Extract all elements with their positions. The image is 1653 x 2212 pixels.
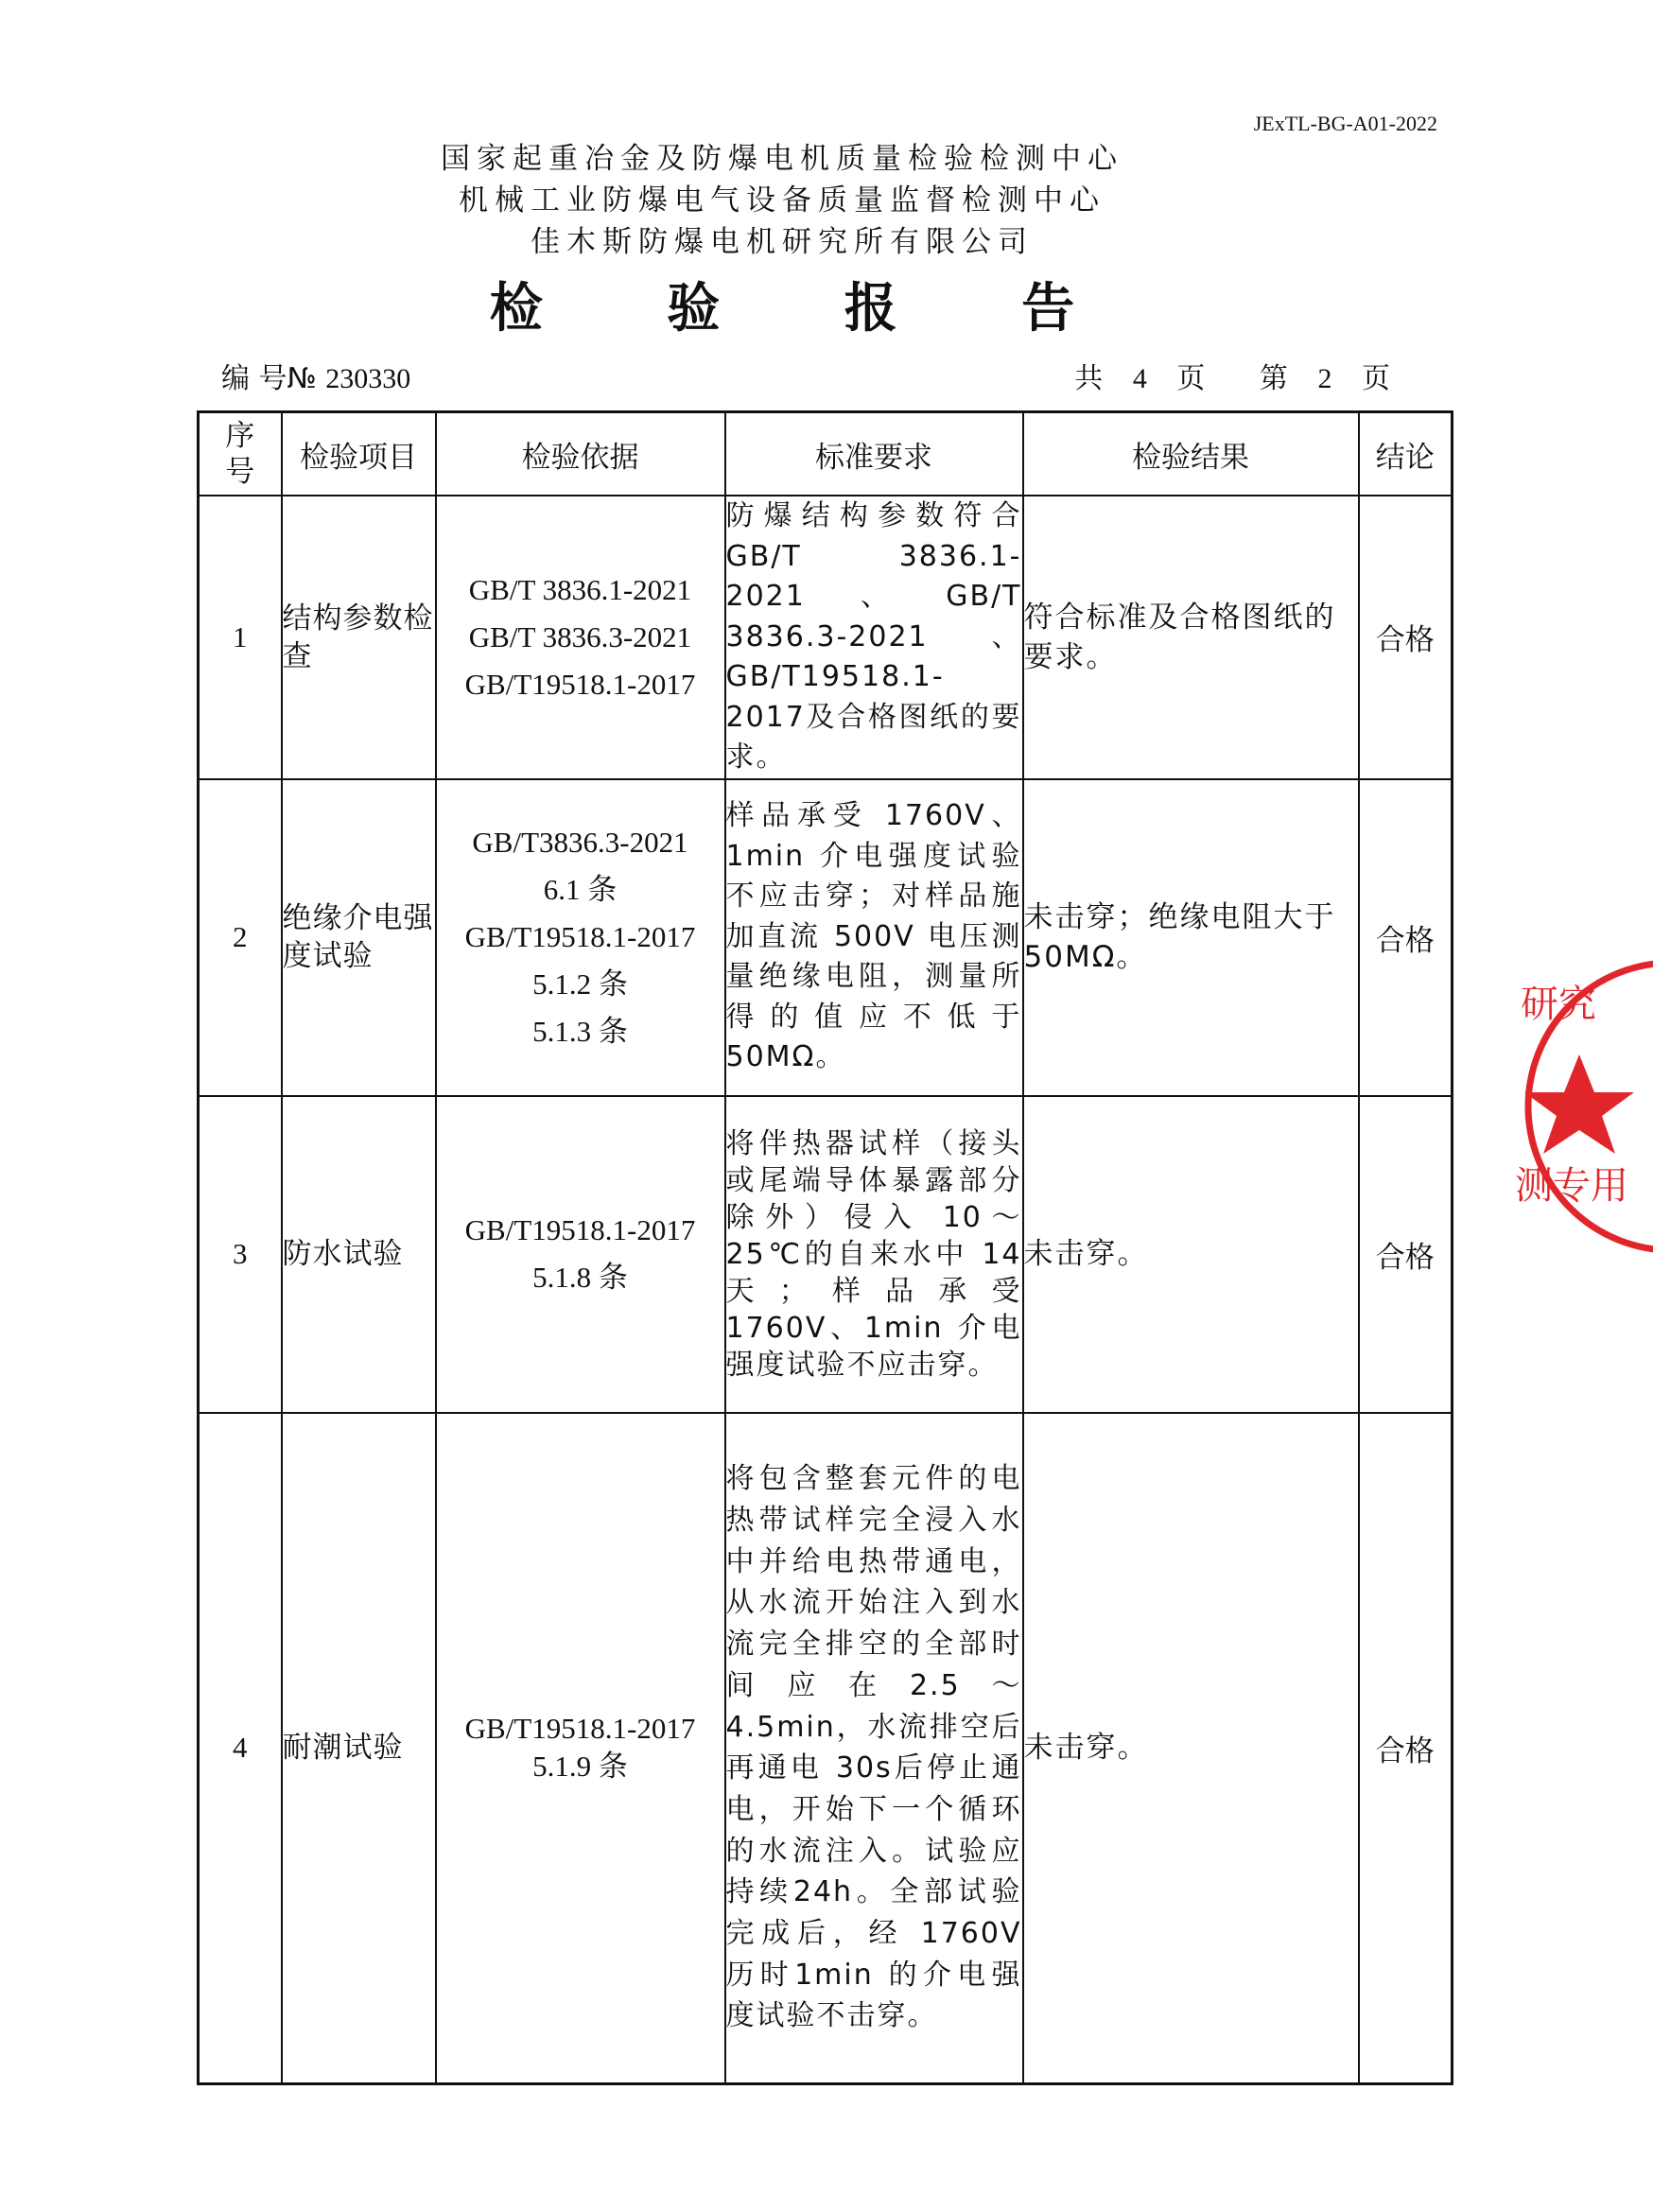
- row-item: 耐潮试验: [282, 1413, 436, 2084]
- page-current-unit: 页: [1362, 362, 1390, 395]
- table-row: [199, 1096, 1453, 1413]
- page-current-label: 第: [1259, 362, 1288, 395]
- table-row: [199, 496, 1453, 779]
- column-header-result: 检验结果: [1023, 412, 1359, 496]
- column-header-index: 序号: [199, 412, 282, 496]
- report-title: 检 验 报 告: [489, 278, 1128, 340]
- red-star-seal-icon: [1511, 950, 1653, 1263]
- column-header-conclusion: 结论: [1359, 412, 1453, 496]
- organization-name: 国家起重冶金及防爆电机质量检验检测中心: [441, 142, 1123, 176]
- report-number-value: 230330: [325, 363, 411, 394]
- basis-line: GB/T19518.1-2017: [464, 667, 696, 701]
- row-conclusion: 合格: [1359, 1413, 1453, 2084]
- row-requirement: 将伴热器试样（接头或尾端导体暴露部分除外）侵入 10～25℃的自来水中 14 天；样品承受1760V、1min 介电强度试验不应击穿。: [725, 1096, 1023, 1413]
- row-result: 未击穿；绝缘电阻大于50MΩ。: [1023, 779, 1359, 1096]
- basis-line: 5.1.8 条: [532, 1261, 628, 1294]
- pages-total: 4: [1132, 363, 1147, 394]
- row-basis: [436, 1096, 725, 1413]
- row-index: 4: [199, 1413, 282, 2084]
- row-item: 结构参数检查: [282, 496, 436, 779]
- basis-line: 5.1.9 条: [532, 1750, 628, 1784]
- row-index: 2: [199, 779, 282, 1096]
- column-header-requirement: 标准要求: [725, 412, 1023, 496]
- page-current: 2: [1317, 363, 1332, 394]
- row-item: 防水试验: [282, 1096, 436, 1413]
- table-header-row: [199, 412, 1453, 496]
- pages-total-label: 共: [1074, 362, 1104, 395]
- column-header-item: 检验项目: [282, 412, 436, 496]
- inspection-table: [197, 410, 1453, 2085]
- basis-line: GB/T19518.1-2017: [464, 1712, 696, 1746]
- row-conclusion: 合格: [1359, 1096, 1453, 1413]
- basis-line: 5.1.2 条: [532, 967, 628, 1001]
- basis-line: GB/T 3836.1-2021: [468, 572, 692, 606]
- row-item: 绝缘介电强度试验: [282, 779, 436, 1096]
- document-code: JExTL-BG-A01-2022: [1253, 112, 1437, 135]
- organization-name: 佳木斯防爆电机研究所有限公司: [531, 225, 1034, 259]
- report-number: [221, 355, 410, 396]
- basis-line: 5.1.3 条: [532, 1015, 628, 1048]
- seal-text-top: 研究: [1521, 983, 1596, 1026]
- row-basis: [436, 779, 725, 1096]
- table-row: [199, 779, 1453, 1096]
- organization-name: 机械工业防爆电气设备质量监督检测中心: [459, 183, 1105, 218]
- row-result: 符合标准及合格图纸的要求。: [1023, 496, 1359, 779]
- row-index: 3: [199, 1096, 282, 1413]
- basis-line: GB/T19518.1-2017: [464, 920, 696, 953]
- column-header-basis: 检验依据: [436, 412, 725, 496]
- row-requirement: 将包含整套元件的电热带试样完全浸入水中并给电热带通电，从水流开始注入到水流完全排空的全部时间应在2.5～4.5min，水流排空后再通电 30s后停止通电，开始下一个循环的水流注入。试验应持续24h。全部试验完成后，经 1760V 历时1min 的介电强度试验不击穿。: [725, 1413, 1023, 2084]
- row-conclusion: 合格: [1359, 496, 1453, 779]
- row-requirement: 防爆结构参数符合GB/T 3836.1-2021、GB/T 3836.3-2021、GB/T19518.1-2017及合格图纸的要求。: [725, 496, 1023, 779]
- table-row: [199, 1413, 1453, 2084]
- row-result: 未击穿。: [1023, 1096, 1359, 1413]
- row-basis: [436, 1413, 725, 2084]
- row-index: 1: [199, 496, 282, 779]
- row-requirement: 样品承受 1760V、1min 介电强度试验不应击穿；对样品施加直流 500V 电压测量绝缘电阻，测量所得的值应不低于50MΩ。: [725, 779, 1023, 1096]
- report-meta: [221, 355, 1394, 394]
- basis-line: GB/T 3836.3-2021: [468, 619, 692, 653]
- basis-line: 6.1 条: [543, 873, 618, 906]
- row-result: 未击穿。: [1023, 1413, 1359, 2084]
- organization-names: [0, 138, 1564, 263]
- page-indicator: [1070, 355, 1394, 396]
- basis-line: GB/T19518.1-2017: [464, 1213, 696, 1246]
- report-number-label: 编 号№: [221, 362, 317, 395]
- pages-total-unit: 页: [1176, 362, 1206, 395]
- row-conclusion: 合格: [1359, 779, 1453, 1096]
- row-basis: [436, 496, 725, 779]
- seal-text-bottom: 测专用: [1515, 1164, 1628, 1208]
- basis-line: GB/T3836.3-2021: [472, 826, 688, 859]
